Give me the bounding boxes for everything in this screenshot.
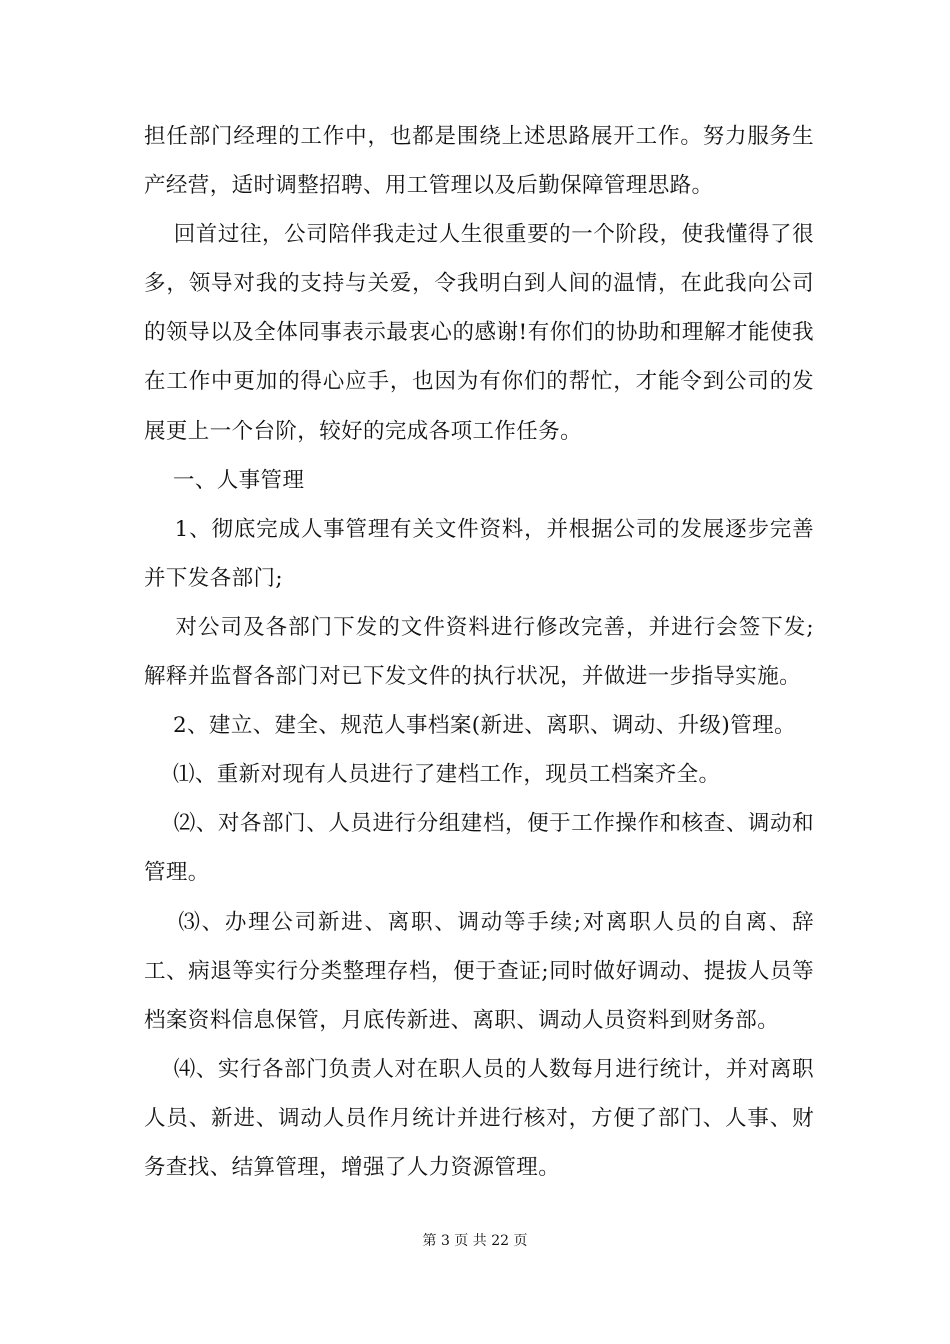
paragraph: 对公司及各部门下发的文件资料进行修改完善，并进行会签下发;解释并监督各部门对已下发文件的执行状况，并做进一步指导实施。 — [144, 614, 814, 690]
paragraph: 1、彻底完成人事管理有关文件资料，并根据公司的发展逐步完善并下发各部门; — [144, 516, 814, 591]
paragraph: ⑴、重新对现有人员进行了建档工作，现员工档案齐全。 — [144, 762, 721, 788]
paragraph: ⑷、实行各部门负责人对在职人员的人数每月进行统计，并对离职人员、新进、调动人员作月统计并进行核对，方便了部门、人事、财务查找、结算管理，增强了人力资源管理。 — [144, 1056, 814, 1180]
paragraph: 担任部门经理的工作中，也都是围绕上述思路展开工作。努力服务生产经营，适时调整招聘、用工管理以及后勤保障管理思路。 — [144, 124, 814, 199]
paragraph: ⑵、对各部门、人员进行分组建档，便于工作操作和核查、调动和管理。 — [144, 811, 814, 886]
page-number-footer: 第 3 页 共 22 页 — [422, 1233, 528, 1249]
paragraph: ⑶、办理公司新进、离职、调动等手续;对离职人员的自离、辞工、病退等实行分类整理存档，便于查证;同时做好调动、提拔人员等档案资料信息保管，月底传新进、离职、调动人员资料到财务部。 — [144, 909, 814, 1033]
paragraph: 回首过往，公司陪伴我走过人生很重要的一个阶段，使我懂得了很多，领导对我的支持与关爱，令我明白到人间的温情，在此我向公司的领导以及全体同事表示最衷心的感谢!有你们的协助和理解才能使我在工作中更加的得心应手，也因为有你们的帮忙，才能令到公司的发展更上一个台阶，较好的完成各项工作任务。 — [144, 222, 814, 444]
document-body — [144, 112, 814, 1192]
section-heading: 一、人事管理 — [144, 467, 305, 493]
paragraph: 2、建立、建全、规范人事档案(新进、离职、调动、升级)管理。 — [144, 713, 796, 739]
